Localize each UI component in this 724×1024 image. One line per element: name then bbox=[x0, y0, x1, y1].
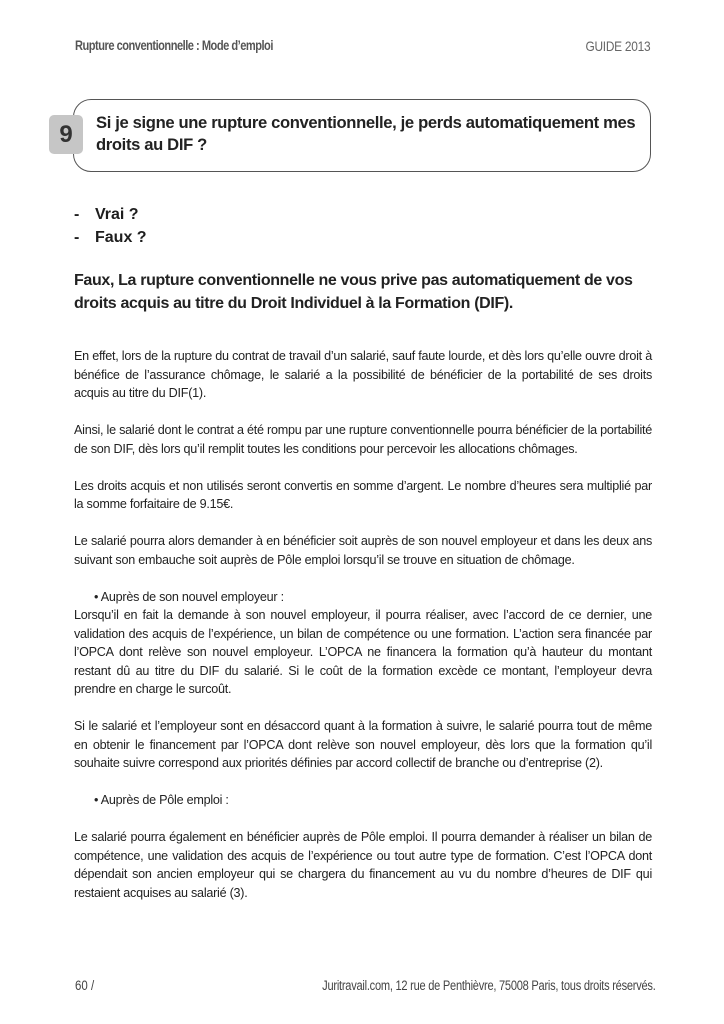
body-text bbox=[74, 347, 652, 902]
choice-dash: - bbox=[74, 206, 80, 223]
choice-item bbox=[74, 226, 147, 249]
choice-item bbox=[74, 203, 147, 226]
bullet-heading: • Auprès de son nouvel employeur : bbox=[94, 589, 284, 604]
choice-dash: - bbox=[74, 229, 80, 246]
question-text: Si je signe une rupture conventionnelle, je perds automatiquement mes droits au DIF ? bbox=[96, 113, 636, 154]
paragraph: En effet, lors de la rupture du contrat de travail d’un salarié, sauf faute lourde, et dès lors qu’elle ouvre droit à bénéfice de l’assurance chômage, le salarié a la possibilité de bénéficier de la portabilité de ses droits acquis au titre du DIF(1). bbox=[74, 349, 652, 400]
page-number: 60 / bbox=[75, 978, 95, 993]
paragraph: Lorsqu’il en fait la demande à son nouvel employeur, il pourra réaliser, avec l’accord de ce dernier, une validation des acquis de l’expérience, un bilan de compétence ou une formation. L’action sera financée par l’OPCA dont relève son nouvel employeur. L’OPCA ne financera la formation qu’à hauteur du montant restant dû au titre du DIF du salarié. Si le coût de la formation excède ce montant, l’employeur devra prendre en charge le surcoût. bbox=[74, 608, 652, 696]
paragraph: Les droits acquis et non utilisés seront convertis en somme d’argent. Le nombre d’heures sera multiplié par la somme forfaitaire de 9.15€. bbox=[74, 478, 652, 511]
running-header-guide: GUIDE 2013 bbox=[585, 38, 650, 54]
footer-copyright: Juritravail.com, 12 rue de Penthièvre, 75008 Paris, tous droits réservés. bbox=[322, 978, 656, 993]
choice-label: Faux ? bbox=[95, 229, 147, 246]
choices-list bbox=[74, 203, 147, 249]
choice-label: Vrai ? bbox=[95, 206, 139, 223]
answer-heading: Faux, La rupture conventionnelle ne vous prive pas automatiquement de vos droits acquis au titre du Droit Individuel à la Formation (DIF). bbox=[74, 272, 633, 312]
question-number-badge: 9 bbox=[49, 115, 83, 154]
running-header-title: Rupture conventionnelle : Mode d’emploi bbox=[75, 38, 273, 53]
paragraph: Le salarié pourra alors demander à en bénéficier soit auprès de son nouvel employeur et dans les deux ans suivant son embauche soit auprès de Pôle emploi lorsqu’il se trouve en situation de chômage. bbox=[74, 534, 652, 567]
paragraph: Ainsi, le salarié dont le contrat a été rompu par une rupture conventionnelle pourra bénéficier de la portabilité de son DIF, dès lors qu’il remplit toutes les conditions pour percevoir les allocations chômages. bbox=[74, 423, 653, 456]
paragraph: Le salarié pourra également en bénéficier auprès de Pôle emploi. Il pourra demander à réaliser un bilan de compétence, une validation des acquis de l’expérience ou tout autre type de formation. C’est l’OPCA dont dépendait son ancien employeur qui se chargera du financement au vu du nombre d’heures de DIF qui restaient acquises au salarié (3). bbox=[74, 830, 652, 900]
paragraph: Si le salarié et l’employeur sont en désaccord quant à la formation à suivre, le salarié pourra tout de même en obtenir le financement par l’OPCA dont relève son nouvel employeur, dès lors que la formation qu’il souhaite suivre correspond aux priorités définies par accord collectif de branche ou d’entreprise (2). bbox=[74, 719, 652, 770]
bullet-heading: • Auprès de Pôle emploi : bbox=[94, 793, 229, 807]
